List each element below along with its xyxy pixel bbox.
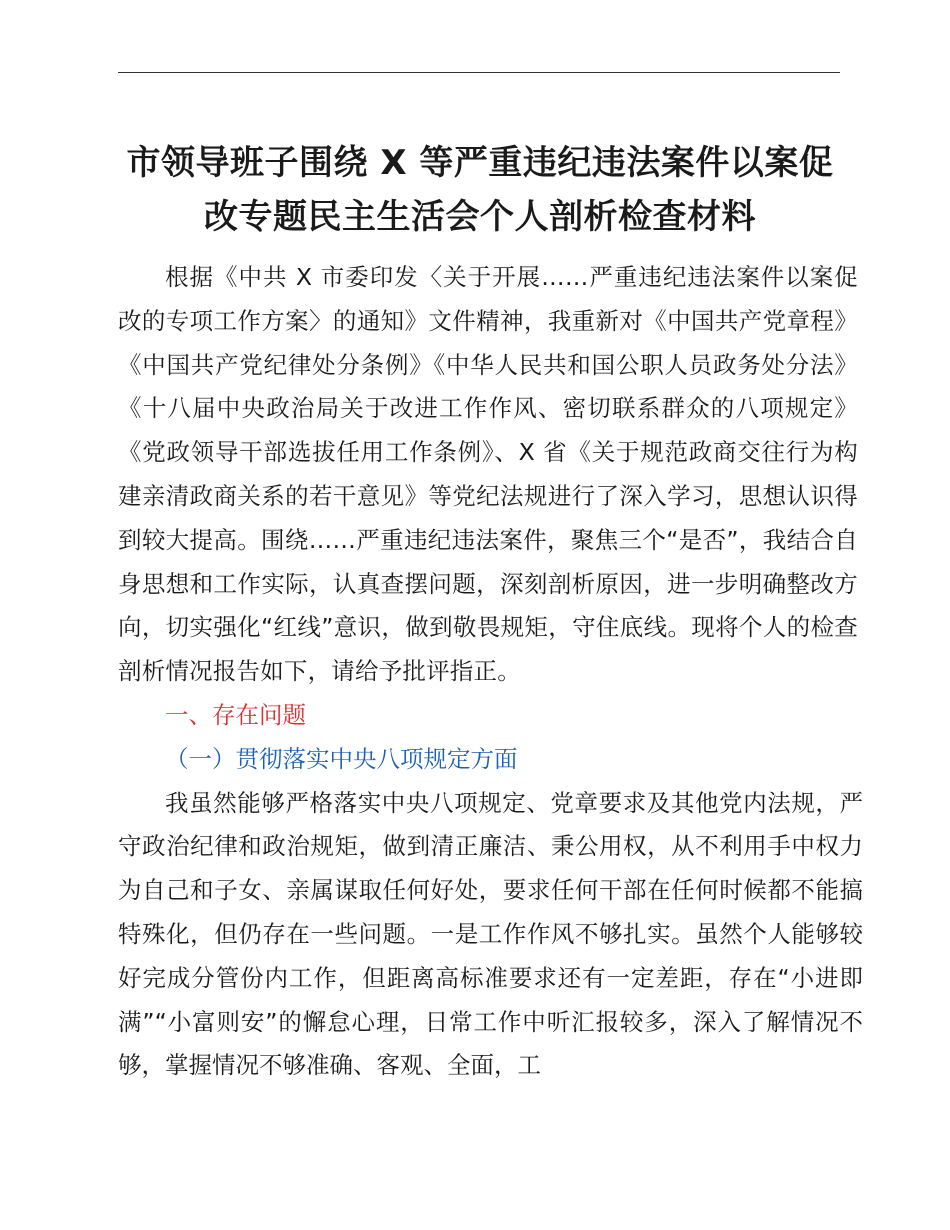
section-heading-problems: 一、存在问题 [165, 700, 306, 729]
document-title [110, 136, 850, 244]
title-line-2: 改专题民主生活会个人剖析检查材料 [204, 197, 756, 237]
header-rule [118, 72, 840, 73]
subsection-paragraph: 我虽然能够严格落实中央八项规定、党章要求及其他党内法规，严守政治纪律和政治规矩，做到清正廉洁、秉公用权，从不利用手中权力为自己和子女、亲属谋取任何好处，要求任何干部在任何时候都不能搞特殊化，但仍存在一些问题。一是工作作风不够扎实。虽然个人能够较好完成分管份内工作，但距离高标准要求还有一定差距，存在“小进即满”“小富则安”的懈怠心理，日常工作中听汇报较多，深入了解情况不够，掌握情况不够准确、客观、全面，工 [118, 788, 863, 1080]
subsection-heading-eight-rules: （一）贯彻落实中央八项规定方面 [165, 744, 518, 773]
title-line-1: 市领导班子围绕 X 等严重违纪违法案件以案促 [126, 143, 834, 183]
document-body [118, 256, 863, 1088]
intro-paragraph: 根据《中共 X 市委印发〈关于开展……严重违纪违法案件以案促改的专项工作方案〉的通知》文件精神，我重新对《中国共产党章程》《中国共产党纪律处分条例》《中华人民共和国公职人员政务处分法》《十八届中央政治局关于改进工作作风、密切联系群众的八项规定》《党政领导干部选拔任用工作条例》、X 省《关于规范政商交往行为构建亲清政商关系的若干意见》等党纪法规进行了深入学习，思想认识得到较大提高。围绕……严重违纪违法案件，聚焦三个“是否”，我结合自身思想和工作实际，认真查摆问题，深刻剖析原因，进一步明确整改方向，切实强化“红线”意识，做到敬畏规矩，守住底线。现将个人的检查剖析情况报告如下，请给予批评指正。 [118, 263, 858, 686]
